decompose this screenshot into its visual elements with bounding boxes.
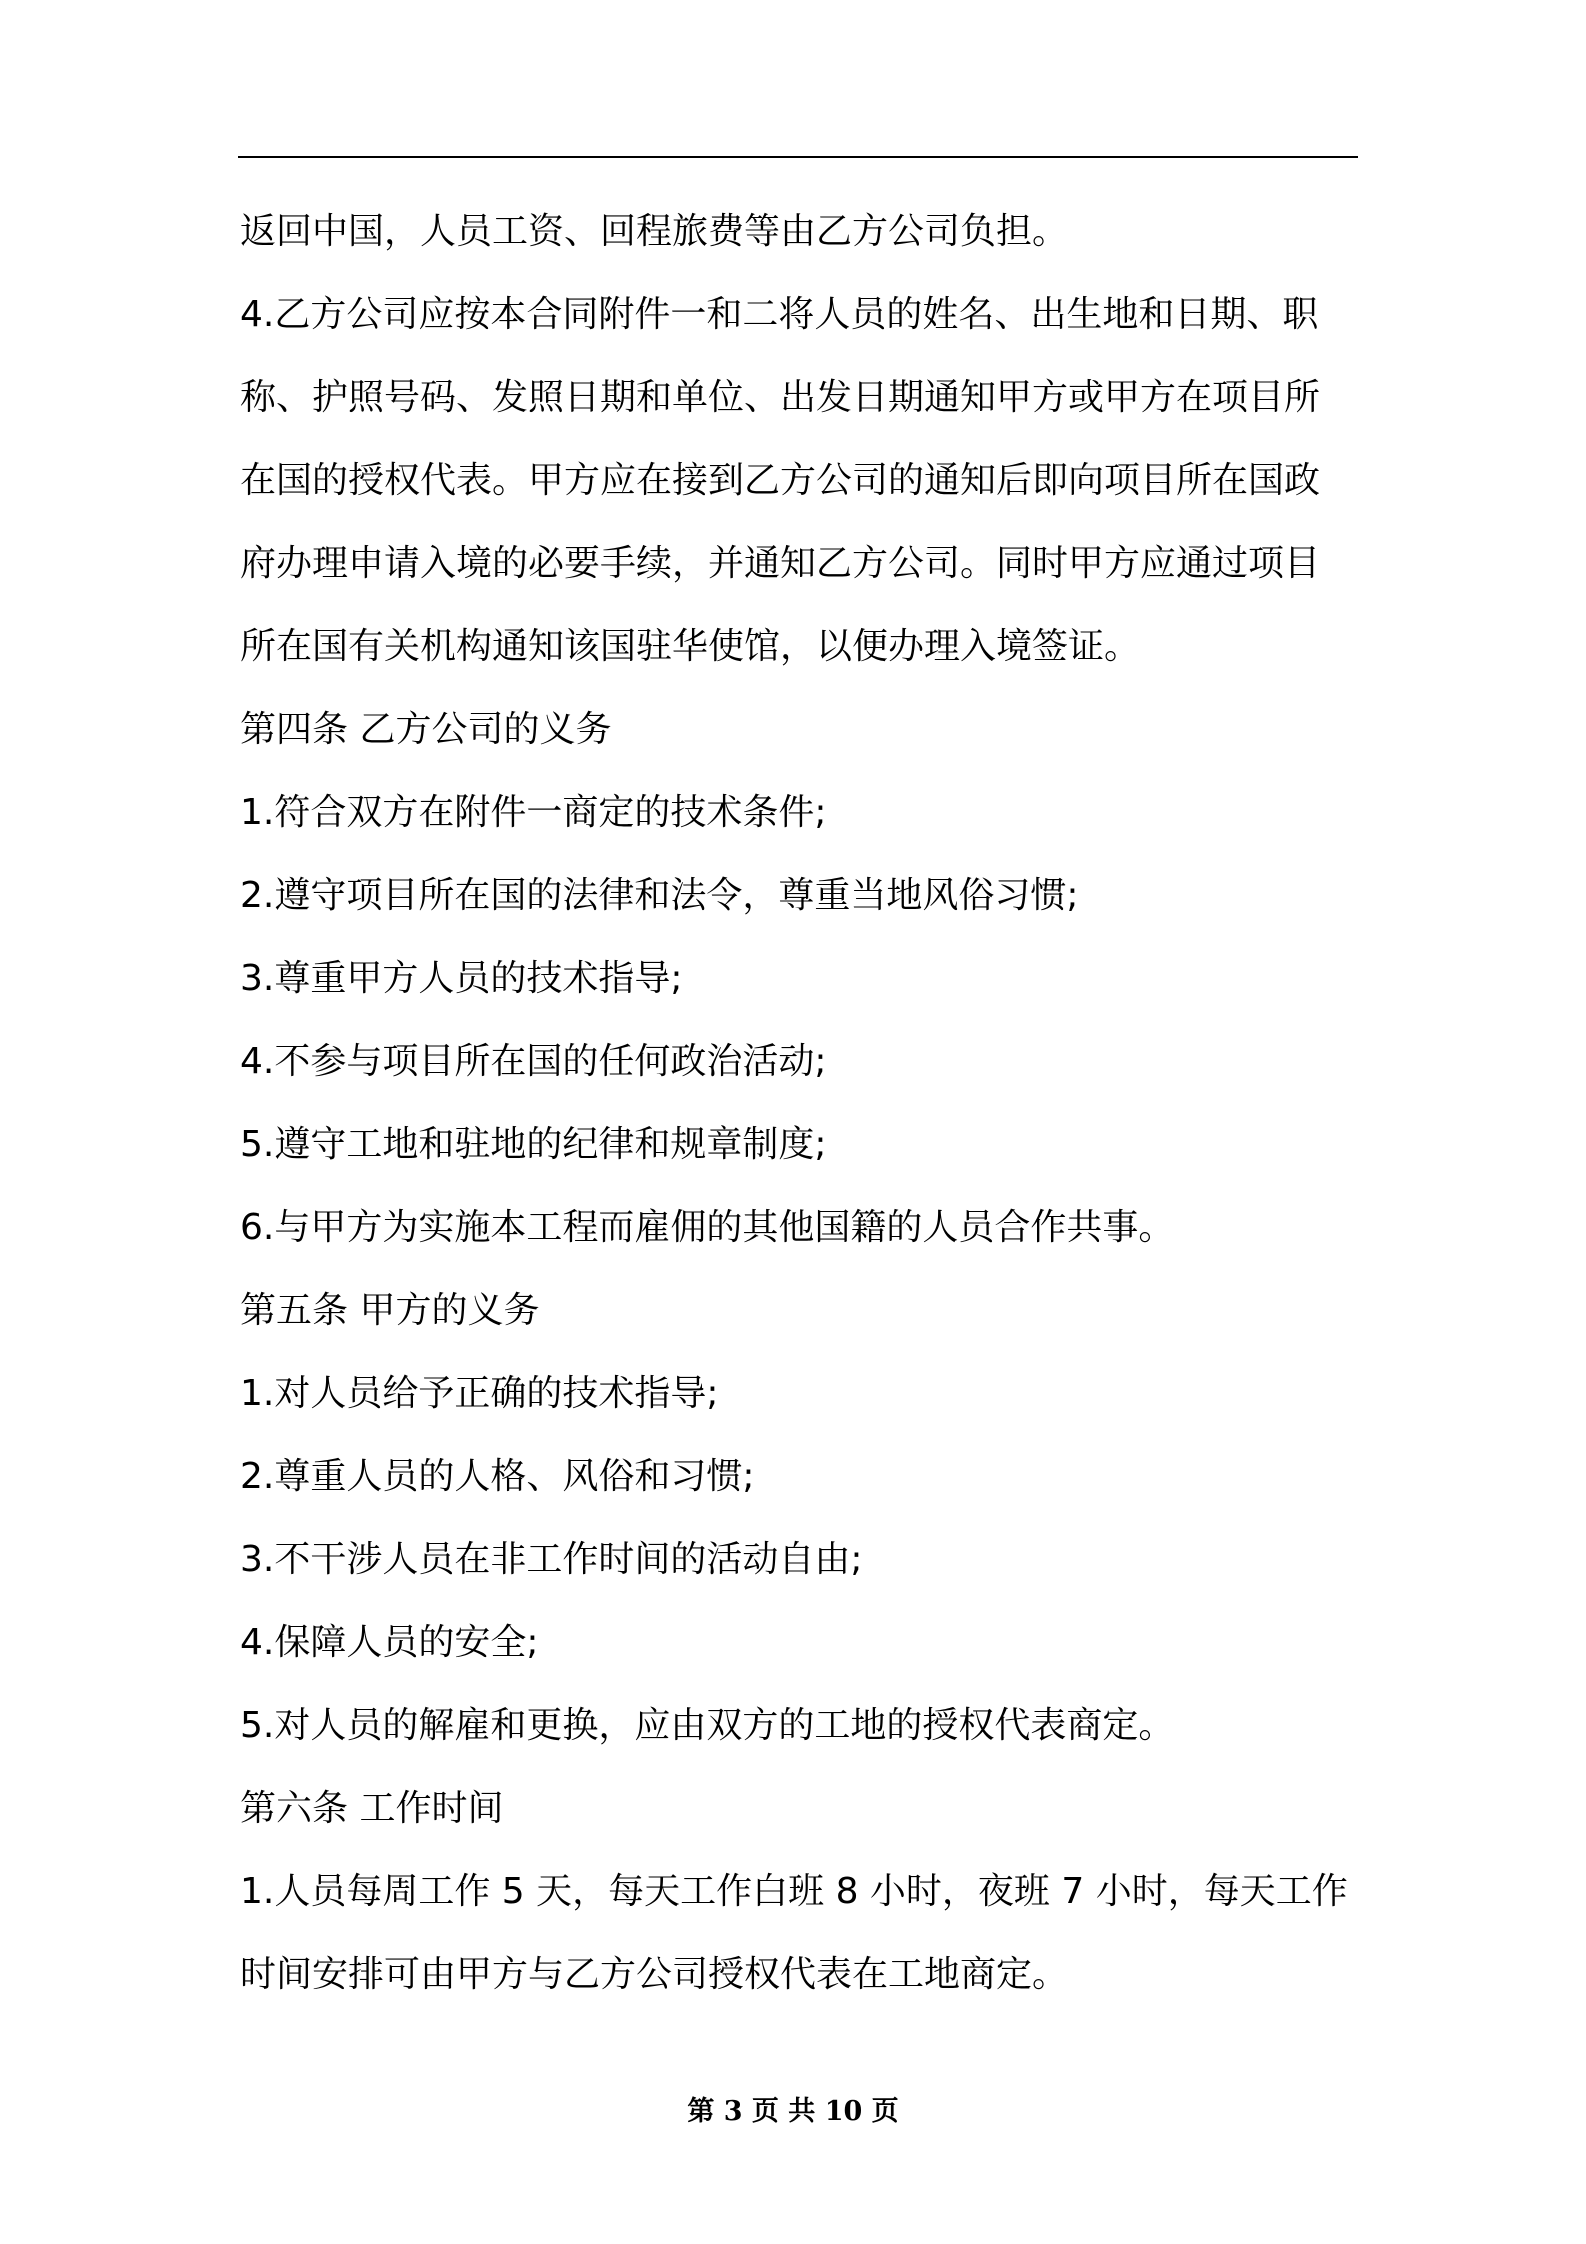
text-line-10: 3.尊重甲方人员的技术指导; (240, 958, 683, 999)
text-line-19: 5.对人员的解雇和更换，应由双方的工地的授权代表商定。 (240, 1705, 1175, 1746)
text-line-16: 2.尊重人员的人格、风俗和习惯; (240, 1456, 755, 1497)
section-heading-article-4: 第四条 乙方公司的义务 (240, 709, 612, 750)
page-number-footer: 第 3 页 共 10 页 (687, 2096, 899, 2127)
text-line-12: 5.遵守工地和驻地的纪律和规章制度; (240, 1124, 827, 1165)
text-line-1: 返回中国，人员工资、回程旅费等由乙方公司负担。 (240, 211, 1069, 252)
text-line-18: 4.保障人员的安全; (240, 1622, 539, 1663)
section-heading-article-5: 第五条 甲方的义务 (240, 1290, 540, 1331)
text-line-8: 1.符合双方在附件一商定的技术条件; (240, 792, 827, 833)
text-line-4: 在国的授权代表。甲方应在接到乙方公司的通知后即向项目所在国政 (240, 460, 1321, 501)
text-line-9: 2.遵守项目所在国的法律和法令，尊重当地风俗习惯; (240, 875, 1079, 916)
text-line-15: 1.对人员给予正确的技术指导; (240, 1373, 719, 1414)
text-line-17: 3.不干涉人员在非工作时间的活动自由; (240, 1539, 863, 1580)
text-line-6: 所在国有关机构通知该国驻华使馆，以便办理入境签证。 (240, 626, 1141, 667)
text-line-2: 4.乙方公司应按本合同附件一和二将人员的姓名、出生地和日期、职 (240, 294, 1319, 335)
section-heading-article-6: 第六条 工作时间 (240, 1788, 504, 1829)
text-line-3: 称、护照号码、发照日期和单位、出发日期通知甲方或甲方在项目所 (240, 377, 1321, 418)
text-line-21: 1.人员每周工作 5 天，每天工作白班 8 小时，夜班 7 小时，每天工作 (240, 1871, 1348, 1912)
text-line-5: 府办理申请入境的必要手续，并通知乙方公司。同时甲方应通过项目 (240, 543, 1321, 584)
text-line-11: 4.不参与项目所在国的任何政治活动; (240, 1041, 827, 1082)
text-line-13: 6.与甲方为实施本工程而雇佣的其他国籍的人员合作共事。 (240, 1207, 1175, 1248)
header-rule (238, 156, 1358, 158)
body-text (240, 190, 1360, 2016)
text-line-22: 时间安排可由甲方与乙方公司授权代表在工地商定。 (240, 1954, 1069, 1995)
